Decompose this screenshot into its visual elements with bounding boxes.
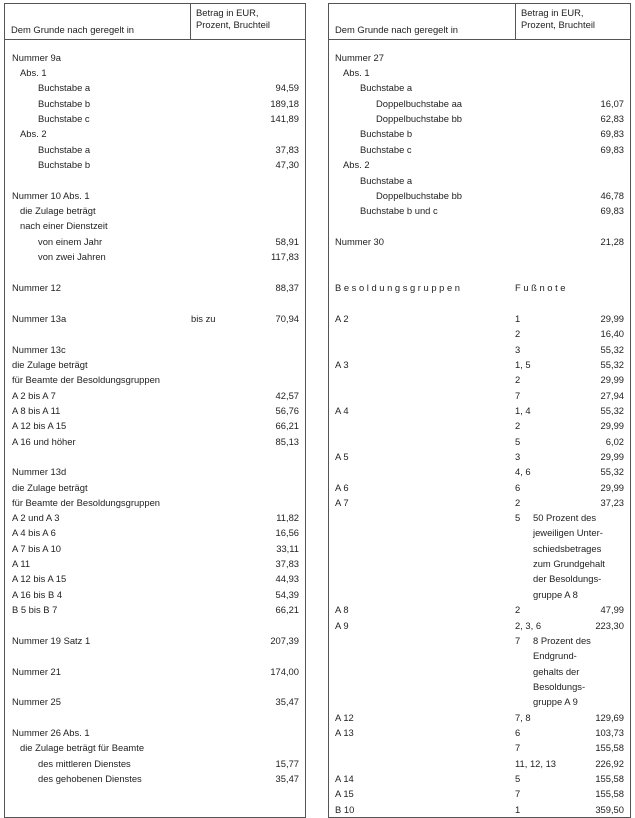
- row-value: 58,91: [275, 236, 299, 247]
- row-label: für Beamte der Besoldungsgruppen: [12, 497, 161, 508]
- table-row: [329, 649, 630, 663]
- table-row: [5, 112, 305, 126]
- row-value: 155,58: [595, 742, 624, 753]
- row-label: nach einer Dienstzeit: [20, 220, 108, 231]
- table-row: [329, 557, 630, 571]
- row-note: 8 Prozent des: [533, 635, 591, 646]
- row-note: Besoldungs-: [533, 681, 586, 692]
- table-row: [5, 373, 305, 387]
- row-label: Buchstabe a: [38, 144, 91, 155]
- row-label: A 2 bis A 7: [12, 390, 56, 401]
- row-label: A 3: [335, 359, 349, 370]
- row-value: 129,69: [595, 712, 624, 723]
- row-footnote: 2: [515, 497, 521, 508]
- table-row: [5, 481, 305, 495]
- table-row: [5, 496, 305, 510]
- table-row: [5, 741, 305, 755]
- row-value: 155,58: [595, 788, 624, 799]
- row-value: 35,47: [275, 696, 299, 707]
- row-value: 44,93: [275, 573, 299, 584]
- row-label: Nummer 13a: [12, 313, 67, 324]
- row-label: Nummer 10 Abs. 1: [12, 190, 90, 201]
- table-row: [329, 680, 630, 694]
- table-row: [329, 511, 630, 525]
- header-amount-label: [521, 7, 595, 31]
- table-row: [329, 695, 630, 709]
- row-label: Nummer 19 Satz 1: [12, 635, 91, 646]
- row-value: 27,94: [600, 390, 624, 401]
- table-row: [329, 281, 630, 295]
- table-row: [329, 51, 630, 65]
- header-amount-line2: Prozent, Bruchteil: [196, 19, 270, 30]
- row-value: 223,30: [595, 620, 624, 631]
- row-value: 15,77: [275, 758, 299, 769]
- row-label: Abs. 2: [20, 128, 47, 139]
- left-table-header: [5, 4, 305, 40]
- row-label: des gehobenen Dienstes: [38, 773, 142, 784]
- right-table-header: [329, 4, 630, 40]
- row-label: Nummer 21: [12, 666, 61, 677]
- row-label: Doppelbuchstabe bb: [376, 113, 463, 124]
- table-row: [5, 343, 305, 357]
- row-label: B 10: [335, 804, 355, 815]
- row-value: 21,28: [600, 236, 624, 247]
- row-footnote: 3: [515, 344, 521, 355]
- row-value: 46,78: [600, 190, 624, 201]
- table-row: [5, 757, 305, 771]
- table-row: [329, 435, 630, 449]
- table-row: [329, 235, 630, 249]
- row-label: von zwei Jahren: [38, 251, 106, 262]
- table-row: [5, 51, 305, 65]
- table-row: [329, 204, 630, 218]
- row-footnote: 1: [515, 804, 521, 815]
- row-label: A 14: [335, 773, 354, 784]
- row-label: Nummer 30: [335, 236, 384, 247]
- table-row: [329, 143, 630, 157]
- row-label: A 5: [335, 451, 349, 462]
- table-row: [329, 389, 630, 403]
- row-value: 69,83: [600, 205, 624, 216]
- row-label: A 12 bis A 15: [12, 573, 67, 584]
- row-footnote: 2: [515, 374, 521, 385]
- row-value: 29,99: [600, 374, 624, 385]
- table-row: [329, 787, 630, 801]
- row-footnote: 1: [515, 313, 521, 324]
- row-label: B 5 bis B 7: [12, 604, 58, 615]
- row-value: 37,83: [275, 558, 299, 569]
- row-footnote: 7: [515, 635, 521, 646]
- table-row: [329, 665, 630, 679]
- row-note: 50 Prozent des: [533, 512, 597, 523]
- row-label: A 6: [335, 482, 349, 493]
- header-amount-line1: Betrag in EUR,: [521, 7, 584, 18]
- row-label: die Zulage beträgt für Beamte: [20, 742, 145, 753]
- row-note: Endgrund-: [533, 650, 577, 661]
- table-row: [5, 312, 305, 326]
- row-label: A 7: [335, 497, 349, 508]
- row-label: Buchstabe b: [360, 128, 413, 139]
- table-row: [329, 343, 630, 357]
- table-row: [5, 603, 305, 617]
- row-value: 55,32: [600, 359, 624, 370]
- row-value: 174,00: [270, 666, 299, 677]
- table-row: [329, 772, 630, 786]
- row-footnote: 7: [515, 390, 521, 401]
- table-row: [329, 189, 630, 203]
- table-row: [5, 404, 305, 418]
- table-row: [5, 465, 305, 479]
- row-value: 103,73: [595, 727, 624, 738]
- row-value: 189,18: [270, 98, 299, 109]
- table-row: [329, 127, 630, 141]
- table-row: [5, 419, 305, 433]
- row-value: 155,58: [595, 773, 624, 784]
- row-note: gehalts der: [533, 666, 580, 677]
- row-label: A 7 bis A 10: [12, 543, 61, 554]
- row-label: Buchstabe a: [38, 82, 91, 93]
- row-value: 69,83: [600, 128, 624, 139]
- row-label: A 2 und A 3: [12, 512, 60, 523]
- table-row: [329, 741, 630, 755]
- row-label: A 4: [335, 405, 349, 416]
- row-footnote: 2: [515, 604, 521, 615]
- row-footnote: 3: [515, 451, 521, 462]
- row-footnote: 6: [515, 482, 521, 493]
- table-row: [5, 695, 305, 709]
- section-heading: Besoldungsgruppen: [335, 282, 463, 293]
- table-row: [5, 158, 305, 172]
- table-row: [5, 389, 305, 403]
- row-label: die Zulage beträgt: [12, 359, 88, 370]
- table-row: [5, 358, 305, 372]
- table-row: [329, 174, 630, 188]
- table-row: [5, 726, 305, 740]
- table-row: [5, 542, 305, 556]
- row-value: 54,39: [275, 589, 299, 600]
- table-row: [5, 81, 305, 95]
- row-footnote: 5: [515, 436, 521, 447]
- row-label: Abs. 2: [343, 159, 370, 170]
- row-label: A 13: [335, 727, 354, 738]
- row-value: 226,92: [595, 758, 624, 769]
- row-label: die Zulage beträgt: [20, 205, 96, 216]
- row-value: 35,47: [275, 773, 299, 784]
- table-row: [329, 711, 630, 725]
- table-row: [329, 404, 630, 418]
- table-row: [329, 603, 630, 617]
- table-row: [329, 312, 630, 326]
- table-row: [329, 66, 630, 80]
- row-value: 29,99: [600, 313, 624, 324]
- table-row: [329, 757, 630, 771]
- table-row: [329, 481, 630, 495]
- table-row: [5, 281, 305, 295]
- row-label: A 8: [335, 604, 349, 615]
- row-label: Abs. 1: [343, 67, 370, 78]
- row-label: des mittleren Dienstes: [38, 758, 131, 769]
- row-label: A 15: [335, 788, 354, 799]
- table-row: [329, 496, 630, 510]
- row-footnote: 1, 5: [515, 359, 531, 370]
- row-footnote: 11, 12, 13: [515, 758, 557, 769]
- table-row: [5, 219, 305, 233]
- row-label: Nummer 25: [12, 696, 61, 707]
- row-label: Buchstabe a: [360, 82, 413, 93]
- row-footnote: 7: [515, 742, 521, 753]
- row-label: A 11: [12, 558, 31, 569]
- table-row: [5, 66, 305, 80]
- row-label: A 9: [335, 620, 349, 631]
- row-value: 141,89: [270, 113, 299, 124]
- table-row: [5, 772, 305, 786]
- table-row: [329, 619, 630, 633]
- row-footnote: 7: [515, 788, 521, 799]
- table-row: [5, 127, 305, 141]
- table-row: [5, 143, 305, 157]
- row-footnote: 2: [515, 328, 521, 339]
- header-amount-label: [196, 7, 270, 31]
- table-row: [329, 158, 630, 172]
- left-table: [4, 3, 306, 818]
- table-row: [5, 235, 305, 249]
- row-value: 42,57: [275, 390, 299, 401]
- header-divider: [515, 4, 516, 39]
- table-row: [5, 557, 305, 571]
- row-label: Doppelbuchstabe aa: [376, 98, 463, 109]
- table-row: [329, 803, 630, 817]
- table-row: [329, 327, 630, 341]
- row-value: 66,21: [275, 604, 299, 615]
- row-note: zum Grundgehalt: [533, 558, 605, 569]
- row-label: A 2: [335, 313, 349, 324]
- row-value: 55,32: [600, 466, 624, 477]
- row-value: 85,13: [275, 436, 299, 447]
- row-value: 16,56: [275, 527, 299, 538]
- table-row: [5, 665, 305, 679]
- row-value: 66,21: [275, 420, 299, 431]
- row-footnote: 4, 6: [515, 466, 531, 477]
- row-label: Buchstabe b: [38, 98, 91, 109]
- table-row: [329, 112, 630, 126]
- table-row: [5, 588, 305, 602]
- table-row: [329, 542, 630, 556]
- row-value: 207,39: [270, 635, 299, 646]
- table-row: [329, 373, 630, 387]
- row-footnote: 2, 3, 6: [515, 620, 542, 631]
- header-divider: [190, 4, 191, 39]
- row-value: 37,23: [600, 497, 624, 508]
- row-note: der Besoldungs-: [533, 573, 602, 584]
- row-label: Buchstabe c: [38, 113, 90, 124]
- row-label: von einem Jahr: [38, 236, 103, 247]
- row-label: A 12 bis A 15: [12, 420, 67, 431]
- row-footnote: 6: [515, 727, 521, 738]
- row-value: 56,76: [275, 405, 299, 416]
- table-row: [5, 435, 305, 449]
- table-row: [5, 97, 305, 111]
- footnote-heading: Fußnote: [515, 282, 569, 293]
- table-row: [329, 358, 630, 372]
- row-value: 55,32: [600, 344, 624, 355]
- row-label: für Beamte der Besoldungsgruppen: [12, 374, 161, 385]
- row-label: A 12: [335, 712, 354, 723]
- row-footnote: 5: [515, 773, 521, 784]
- table-row: [5, 634, 305, 648]
- row-value: 47,30: [275, 159, 299, 170]
- row-label: Nummer 27: [335, 52, 384, 63]
- row-label: Buchstabe a: [360, 175, 413, 186]
- row-value: 16,40: [600, 328, 624, 339]
- row-value: 47,99: [600, 604, 624, 615]
- row-qualifier: bis zu: [191, 313, 216, 324]
- table-row: [329, 526, 630, 540]
- row-label: Abs. 1: [20, 67, 47, 78]
- row-value: 29,99: [600, 482, 624, 493]
- row-value: 16,07: [600, 98, 624, 109]
- table-row: [5, 526, 305, 540]
- row-label: Buchstabe c: [360, 144, 412, 155]
- row-value: 55,32: [600, 405, 624, 416]
- right-table: [328, 3, 631, 818]
- table-row: [329, 572, 630, 586]
- row-value: 69,83: [600, 144, 624, 155]
- row-note: schiedsbetrages: [533, 543, 602, 554]
- row-label: Nummer 12: [12, 282, 61, 293]
- header-amount-line1: Betrag in EUR,: [196, 7, 259, 18]
- row-value: 33,11: [276, 543, 299, 554]
- row-label: Nummer 13c: [12, 344, 66, 355]
- row-value: 29,99: [600, 451, 624, 462]
- header-amount-line2: Prozent, Bruchteil: [521, 19, 595, 30]
- row-label: A 16 und höher: [12, 436, 76, 447]
- row-value: 11,82: [276, 512, 299, 523]
- row-label: die Zulage beträgt: [12, 482, 88, 493]
- row-footnote: 1, 4: [515, 405, 531, 416]
- row-label: A 16 bis B 4: [12, 589, 63, 600]
- row-value: 29,99: [600, 420, 624, 431]
- row-label: A 4 bis A 6: [12, 527, 56, 538]
- row-label: Buchstabe b und c: [360, 205, 438, 216]
- row-value: 359,50: [595, 804, 624, 815]
- row-footnote: 2: [515, 420, 521, 431]
- table-row: [5, 572, 305, 586]
- table-row: [329, 588, 630, 602]
- table-row: [5, 250, 305, 264]
- table-row: [329, 81, 630, 95]
- row-value: 88,37: [275, 282, 299, 293]
- row-label: Nummer 13d: [12, 466, 67, 477]
- row-value: 6,02: [605, 436, 624, 447]
- table-row: [329, 419, 630, 433]
- header-basis-label: Dem Grunde nach geregelt in: [11, 24, 134, 35]
- row-value: 37,83: [275, 144, 299, 155]
- table-row: [329, 450, 630, 464]
- row-value: 62,83: [600, 113, 624, 124]
- row-note: gruppe A 8: [533, 589, 578, 600]
- row-label: Buchstabe b: [38, 159, 91, 170]
- row-label: Nummer 9a: [12, 52, 61, 63]
- header-basis-label: Dem Grunde nach geregelt in: [335, 24, 458, 35]
- row-value: 70,94: [275, 313, 299, 324]
- row-footnote: 7, 8: [515, 712, 531, 723]
- row-note: jeweiligen Unter-: [533, 527, 603, 538]
- table-row: [329, 634, 630, 648]
- row-value: 94,59: [275, 82, 299, 93]
- row-label: Doppelbuchstabe bb: [376, 190, 463, 201]
- table-row: [329, 726, 630, 740]
- table-row: [329, 97, 630, 111]
- table-row: [5, 511, 305, 525]
- row-label: Nummer 26 Abs. 1: [12, 727, 90, 738]
- row-footnote: 5: [515, 512, 521, 523]
- table-row: [5, 204, 305, 218]
- row-value: 117,83: [271, 251, 299, 262]
- row-label: A 8 bis A 11: [12, 405, 61, 416]
- table-row: [329, 465, 630, 479]
- table-row: [5, 189, 305, 203]
- row-note: gruppe A 9: [533, 696, 578, 707]
